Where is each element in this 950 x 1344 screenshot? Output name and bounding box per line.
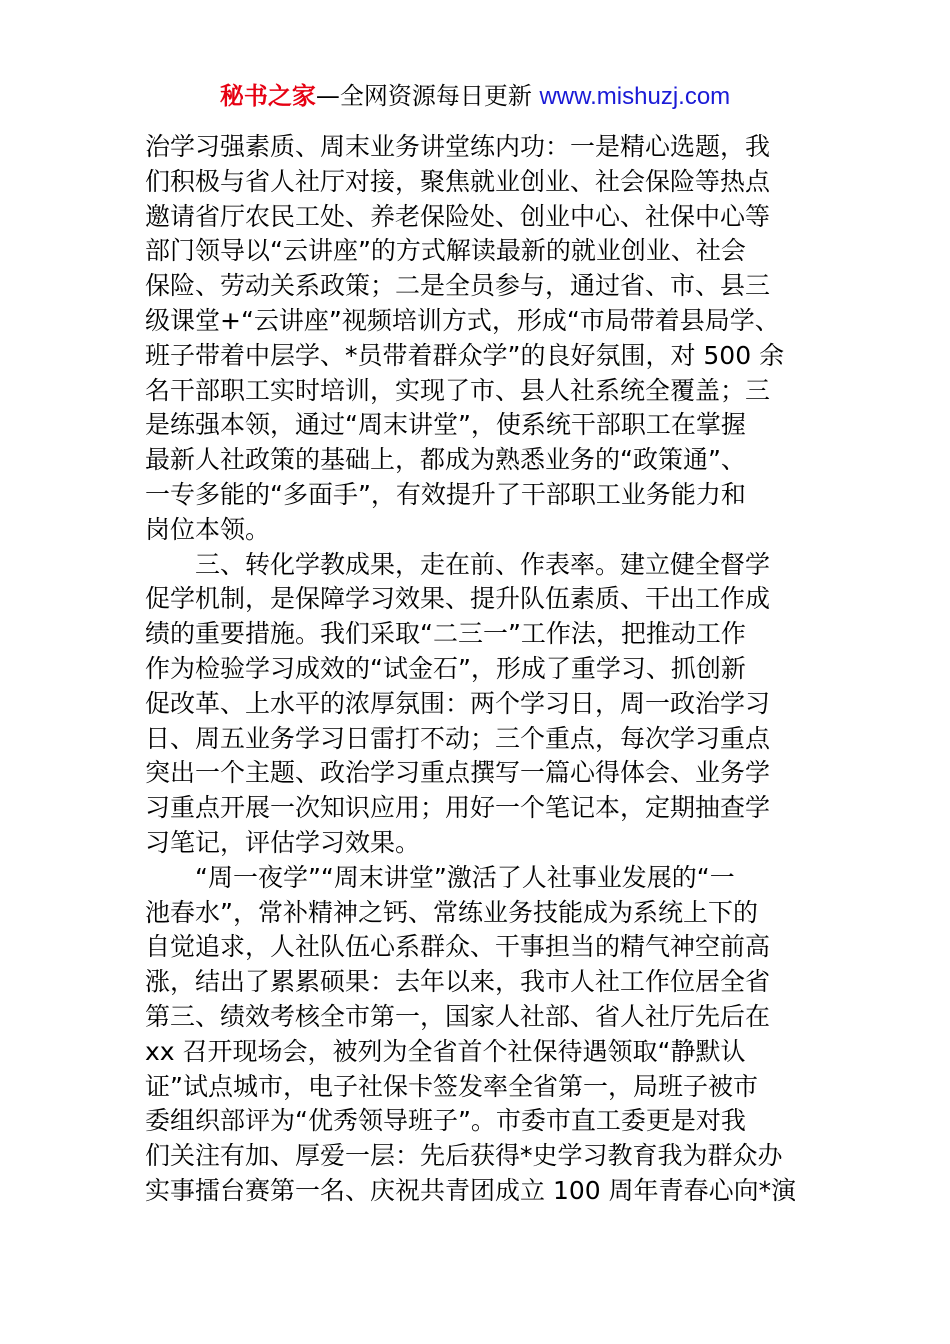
site-url-link[interactable]: www.mishuzj.com — [539, 83, 731, 110]
text-line: 作为检验学习成效的“试金石”，形成了重学习、抓创新 — [145, 653, 746, 683]
text-line: 名干部职工实时培训，实现了市、县人社系统全覆盖；三 — [145, 375, 771, 405]
text-line: 习笔记，评估学习效果。 — [145, 827, 421, 857]
text-line: 绩的重要措施。我们采取“二三一”工作法，把推动工作 — [145, 619, 746, 649]
paragraph-start-line: 三、转化学教成果，走在前、作表率。建立健全督学 — [145, 549, 771, 579]
site-header — [0, 80, 950, 113]
text-line: 习重点开展一次知识应用；用好一个笔记本，定期抽查学 — [145, 793, 771, 823]
text-line: 实事擂台赛第一名、庆祝共青团成立 100 周年青春心向*演 — [145, 1175, 797, 1205]
text-line: 证”试点城市，电子社保卡签发率全省第一，局班子被市 — [145, 1071, 758, 1101]
text-line: 们积极与省人社厅对接，聚焦就业创业、社会保险等热点 — [145, 166, 771, 196]
text-line: 促学机制，是保障学习效果、提升队伍素质、干出工作成 — [145, 584, 771, 614]
paragraph-start-line: “周一夜学”“周末讲堂”激活了人社事业发展的“一 — [145, 862, 735, 892]
text-line: 自觉追求，人社队伍心系群众、干事担当的精气神空前高 — [145, 932, 771, 962]
text-line: 部门领导以“云讲座”的方式解读最新的就业创业、社会 — [145, 236, 746, 266]
text-line: 促改革、上水平的浓厚氛围：两个学习日，周一政治学习 — [145, 688, 771, 718]
text-line: 是练强本领，通过“周末讲堂”，使系统干部职工在掌握 — [145, 410, 746, 440]
document-body — [145, 130, 805, 1209]
text-line: xx 召开现场会，被列为全省首个社保待遇领取“静默认 — [145, 1036, 746, 1066]
text-line: 岗位本领。 — [145, 514, 271, 544]
text-line: 保险、劳动关系政策；二是全员参与，通过省、市、县三 — [145, 271, 771, 301]
text-line: 最新人社政策的基础上，都成为熟悉业务的“政策通”、 — [145, 445, 746, 475]
text-line: 们关注有加、厚爱一层：先后获得*史学习教育我为群众办 — [145, 1141, 783, 1171]
text-line: 委组织部评为“优秀领导班子”。市委市直工委更是对我 — [145, 1106, 746, 1136]
text-line: 治学习强素质、周末业务讲堂练内功：一是精心选题，我 — [145, 132, 771, 161]
text-line: 日、周五业务学习日雷打不动；三个重点，每次学习重点 — [145, 723, 771, 753]
site-brand: 秘书之家 — [219, 82, 316, 110]
text-line: 第三、绩效考核全市第一，国家人社部、省人社厅先后在 — [145, 1001, 771, 1031]
text-line: 池春水”，常补精神之钙、常练业务技能成为系统上下的 — [145, 897, 758, 927]
text-line: 涨，结出了累累硕果：去年以来，我市人社工作位居全省 — [145, 967, 771, 997]
text-line: 级课堂+“云讲座”视频培训方式，形成“市局带着县局学、 — [145, 305, 780, 335]
site-tagline: —全网资源每日更新 — [315, 82, 540, 110]
text-line: 突出一个主题、政治学习重点撰写一篇心得体会、业务学 — [145, 758, 771, 788]
text-line: 邀请省厅农民工处、养老保险处、创业中心、社保中心等 — [145, 201, 771, 231]
text-line: 一专多能的“多面手”，有效提升了干部职工业务能力和 — [145, 479, 746, 509]
text-line: 班子带着中层学、*员带着群众学”的良好氛围，对 500 余 — [145, 340, 785, 370]
